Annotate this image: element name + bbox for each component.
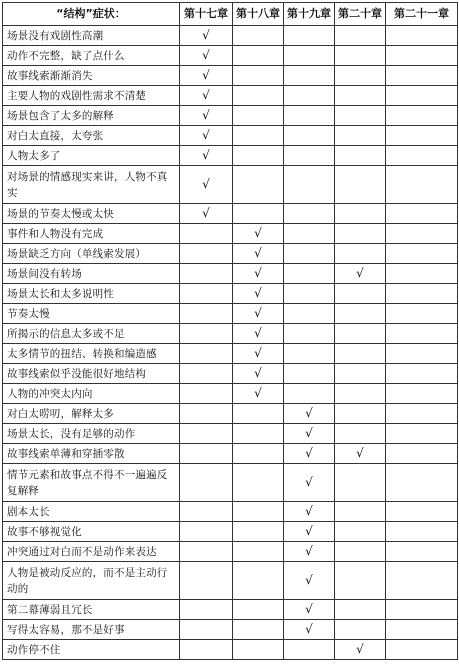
- symptom-table-container: [2, 2, 458, 660]
- table-row: [3, 324, 458, 344]
- table-row: [3, 640, 458, 660]
- symptom-cell: 动作不完整，缺了点什么: [3, 46, 180, 66]
- chapter-21-cell: [386, 26, 458, 46]
- chapter-20-cell: [335, 204, 386, 224]
- chapter-19-cell: [284, 444, 335, 464]
- check-mark-icon: √: [254, 386, 262, 400]
- chapter-17-cell: [180, 224, 233, 244]
- chapter-19-cell: [284, 522, 335, 542]
- symptom-cell: 太多情节的扭结、转换和编造感: [3, 344, 180, 364]
- chapter-21-cell: [386, 324, 458, 344]
- check-mark-icon: √: [254, 326, 262, 340]
- symptom-column-header: “结构”症状：: [3, 3, 180, 26]
- chapter-18-cell: [233, 86, 284, 106]
- chapter-17-cell: [180, 424, 233, 444]
- chapter-18-cell: [233, 364, 284, 384]
- chapter-20-cell: [335, 464, 386, 502]
- table-row: [3, 384, 458, 404]
- chapter-17-cell: [180, 166, 233, 204]
- check-mark-icon: √: [254, 226, 262, 240]
- table-row: [3, 424, 458, 444]
- chapter-18-cell: [233, 404, 284, 424]
- chapter-20-cell: [335, 86, 386, 106]
- chapter-19-cell: [284, 562, 335, 600]
- symptom-cell: 故事线索渐渐消失: [3, 66, 180, 86]
- chapter-header-18: 第十八章: [233, 3, 284, 26]
- chapter-20-cell: [335, 224, 386, 244]
- chapter-18-cell: [233, 264, 284, 284]
- check-mark-icon: √: [305, 406, 313, 420]
- chapter-21-cell: [386, 244, 458, 264]
- chapter-19-cell: [284, 384, 335, 404]
- chapter-21-cell: [386, 284, 458, 304]
- chapter-20-cell: [335, 404, 386, 424]
- chapter-21-cell: [386, 106, 458, 126]
- chapter-18-cell: [233, 46, 284, 66]
- chapter-21-cell: [386, 146, 458, 166]
- chapter-21-cell: [386, 364, 458, 384]
- chapter-20-cell: [335, 46, 386, 66]
- table-row: [3, 542, 458, 562]
- chapter-19-cell: [284, 204, 335, 224]
- check-mark-icon: √: [254, 366, 262, 380]
- chapter-21-cell: [386, 424, 458, 444]
- chapter-19-cell: [284, 324, 335, 344]
- chapter-21-cell: [386, 444, 458, 464]
- chapter-21-cell: [386, 542, 458, 562]
- symptom-cell: 情节元素和故事点不得不一遍遍反复解释: [3, 464, 180, 502]
- check-mark-icon: √: [202, 148, 210, 162]
- chapter-21-cell: [386, 404, 458, 424]
- chapter-19-cell: [284, 284, 335, 304]
- chapter-18-cell: [233, 324, 284, 344]
- chapter-20-cell: [335, 640, 386, 660]
- table-header-row: [3, 3, 458, 26]
- chapter-21-cell: [386, 344, 458, 364]
- chapter-19-cell: [284, 502, 335, 522]
- table-row: [3, 166, 458, 204]
- chapter-18-cell: [233, 244, 284, 264]
- chapter-20-cell: [335, 364, 386, 384]
- symptom-cell: 故事不够视觉化: [3, 522, 180, 542]
- chapter-21-cell: [386, 264, 458, 284]
- check-mark-icon: √: [305, 426, 313, 440]
- check-mark-icon: √: [202, 177, 210, 191]
- chapter-21-cell: [386, 464, 458, 502]
- chapter-18-cell: [233, 502, 284, 522]
- chapter-19-cell: [284, 106, 335, 126]
- chapter-21-cell: [386, 86, 458, 106]
- check-mark-icon: √: [356, 266, 364, 280]
- check-mark-icon: √: [305, 524, 313, 538]
- symptom-cell: 故事线索似乎没能很好地结构: [3, 364, 180, 384]
- chapter-17-cell: [180, 404, 233, 424]
- chapter-header-20: 第二十章: [335, 3, 386, 26]
- chapter-20-cell: [335, 126, 386, 146]
- chapter-17-cell: [180, 324, 233, 344]
- check-mark-icon: √: [305, 446, 313, 460]
- chapter-19-cell: [284, 146, 335, 166]
- chapter-20-cell: [335, 600, 386, 620]
- check-mark-icon: √: [305, 544, 313, 558]
- table-row: [3, 264, 458, 284]
- symptom-cell: 动作停不住: [3, 640, 180, 660]
- check-mark-icon: √: [305, 573, 313, 587]
- table-row: [3, 26, 458, 46]
- table-row: [3, 146, 458, 166]
- chapter-17-cell: [180, 46, 233, 66]
- chapter-17-cell: [180, 66, 233, 86]
- chapter-20-cell: [335, 106, 386, 126]
- chapter-19-cell: [284, 46, 335, 66]
- chapter-20-cell: [335, 444, 386, 464]
- chapter-18-cell: [233, 284, 284, 304]
- chapter-17-cell: [180, 146, 233, 166]
- chapter-17-cell: [180, 542, 233, 562]
- chapter-18-cell: [233, 166, 284, 204]
- chapter-20-cell: [335, 166, 386, 204]
- table-row: [3, 66, 458, 86]
- chapter-19-cell: [284, 464, 335, 502]
- check-mark-icon: √: [202, 108, 210, 122]
- check-mark-icon: √: [202, 88, 210, 102]
- chapter-19-cell: [284, 424, 335, 444]
- chapter-21-cell: [386, 66, 458, 86]
- check-mark-icon: √: [254, 306, 262, 320]
- check-mark-icon: √: [356, 446, 364, 460]
- check-mark-icon: √: [305, 622, 313, 636]
- chapter-19-cell: [284, 620, 335, 640]
- chapter-18-cell: [233, 66, 284, 86]
- symptom-cell: 场景没有戏剧性高潮: [3, 26, 180, 46]
- chapter-18-cell: [233, 464, 284, 502]
- check-mark-icon: √: [254, 286, 262, 300]
- symptom-cell: 主要人物的戏剧性需求不清楚: [3, 86, 180, 106]
- chapter-18-cell: [233, 444, 284, 464]
- chapter-17-cell: [180, 264, 233, 284]
- chapter-17-cell: [180, 26, 233, 46]
- chapter-18-cell: [233, 620, 284, 640]
- chapter-17-cell: [180, 244, 233, 264]
- chapter-17-cell: [180, 600, 233, 620]
- chapter-17-cell: [180, 106, 233, 126]
- chapter-21-cell: [386, 126, 458, 146]
- chapter-17-cell: [180, 126, 233, 146]
- chapter-21-cell: [386, 204, 458, 224]
- symptom-cell: 事件和人物没有完成: [3, 224, 180, 244]
- check-mark-icon: √: [202, 48, 210, 62]
- chapter-19-cell: [284, 264, 335, 284]
- table-row: [3, 224, 458, 244]
- chapter-17-cell: [180, 502, 233, 522]
- chapter-17-cell: [180, 344, 233, 364]
- chapter-20-cell: [335, 244, 386, 264]
- chapter-header-17: 第十七章: [180, 3, 233, 26]
- chapter-20-cell: [335, 542, 386, 562]
- symptom-cell: 场景太长，没有足够的动作: [3, 424, 180, 444]
- check-mark-icon: √: [254, 346, 262, 360]
- check-mark-icon: √: [254, 246, 262, 260]
- chapter-20-cell: [335, 26, 386, 46]
- symptom-cell: 所揭示的信息太多或不足: [3, 324, 180, 344]
- chapter-18-cell: [233, 600, 284, 620]
- chapter-19-cell: [284, 600, 335, 620]
- chapter-17-cell: [180, 384, 233, 404]
- table-row: [3, 522, 458, 542]
- symptom-cell: 场景缺乏方向（单线索发展）: [3, 244, 180, 264]
- chapter-18-cell: [233, 522, 284, 542]
- chapter-21-cell: [386, 166, 458, 204]
- table-row: [3, 284, 458, 304]
- check-mark-icon: √: [305, 504, 313, 518]
- chapter-20-cell: [335, 324, 386, 344]
- chapter-17-cell: [180, 444, 233, 464]
- symptom-cell: 对场景的情感现实来讲，人物不真实: [3, 166, 180, 204]
- table-row: [3, 364, 458, 384]
- table-row: [3, 464, 458, 502]
- chapter-21-cell: [386, 46, 458, 66]
- chapter-20-cell: [335, 562, 386, 600]
- table-row: [3, 444, 458, 464]
- chapter-18-cell: [233, 562, 284, 600]
- chapter-20-cell: [335, 522, 386, 542]
- chapter-19-cell: [284, 542, 335, 562]
- chapter-21-cell: [386, 600, 458, 620]
- chapter-19-cell: [284, 404, 335, 424]
- chapter-17-cell: [180, 284, 233, 304]
- chapter-18-cell: [233, 542, 284, 562]
- symptom-cell: 冲突通过对白而不是动作来表达: [3, 542, 180, 562]
- chapter-header-21: 第二十一章: [386, 3, 458, 26]
- symptom-chapter-table: [2, 2, 458, 660]
- chapter-18-cell: [233, 126, 284, 146]
- table-row: [3, 620, 458, 640]
- chapter-19-cell: [284, 344, 335, 364]
- chapter-18-cell: [233, 146, 284, 166]
- chapter-17-cell: [180, 620, 233, 640]
- table-row: [3, 126, 458, 146]
- table-row: [3, 106, 458, 126]
- chapter-21-cell: [386, 502, 458, 522]
- chapter-19-cell: [284, 244, 335, 264]
- chapter-19-cell: [284, 26, 335, 46]
- chapter-20-cell: [335, 66, 386, 86]
- check-mark-icon: √: [254, 266, 262, 280]
- chapter-19-cell: [284, 224, 335, 244]
- chapter-20-cell: [335, 620, 386, 640]
- chapter-17-cell: [180, 464, 233, 502]
- chapter-21-cell: [386, 224, 458, 244]
- chapter-20-cell: [335, 424, 386, 444]
- check-mark-icon: √: [305, 475, 313, 489]
- chapter-19-cell: [284, 304, 335, 324]
- chapter-17-cell: [180, 522, 233, 542]
- chapter-18-cell: [233, 344, 284, 364]
- check-mark-icon: √: [202, 68, 210, 82]
- chapter-19-cell: [284, 126, 335, 146]
- table-row: [3, 404, 458, 424]
- symptom-cell: 人物是被动反应的，而不是主动行动的: [3, 562, 180, 600]
- table-row: [3, 86, 458, 106]
- chapter-21-cell: [386, 562, 458, 600]
- check-mark-icon: √: [305, 602, 313, 616]
- chapter-21-cell: [386, 620, 458, 640]
- chapter-17-cell: [180, 304, 233, 324]
- symptom-cell: 剧本太长: [3, 502, 180, 522]
- chapter-20-cell: [335, 502, 386, 522]
- table-row: [3, 304, 458, 324]
- table-row: [3, 244, 458, 264]
- symptom-cell: 场景的节奏太慢或太快: [3, 204, 180, 224]
- check-mark-icon: √: [202, 28, 210, 42]
- chapter-18-cell: [233, 106, 284, 126]
- chapter-18-cell: [233, 204, 284, 224]
- chapter-20-cell: [335, 264, 386, 284]
- symptom-cell: 场景间没有转场: [3, 264, 180, 284]
- chapter-18-cell: [233, 26, 284, 46]
- chapter-20-cell: [335, 384, 386, 404]
- chapter-17-cell: [180, 204, 233, 224]
- chapter-19-cell: [284, 86, 335, 106]
- table-row: [3, 344, 458, 364]
- chapter-18-cell: [233, 384, 284, 404]
- chapter-19-cell: [284, 66, 335, 86]
- chapter-17-cell: [180, 562, 233, 600]
- chapter-17-cell: [180, 86, 233, 106]
- symptom-cell: 场景包含了太多的解释: [3, 106, 180, 126]
- chapter-header-19: 第十九章: [284, 3, 335, 26]
- chapter-18-cell: [233, 640, 284, 660]
- chapter-19-cell: [284, 640, 335, 660]
- table-row: [3, 562, 458, 600]
- chapter-21-cell: [386, 640, 458, 660]
- chapter-18-cell: [233, 224, 284, 244]
- symptom-cell: 对白太唠叨，解释太多: [3, 404, 180, 424]
- table-row: [3, 502, 458, 522]
- chapter-20-cell: [335, 284, 386, 304]
- symptom-cell: 第二幕薄弱且冗长: [3, 600, 180, 620]
- chapter-21-cell: [386, 522, 458, 542]
- chapter-17-cell: [180, 364, 233, 384]
- chapter-21-cell: [386, 304, 458, 324]
- chapter-20-cell: [335, 304, 386, 324]
- chapter-17-cell: [180, 640, 233, 660]
- chapter-21-cell: [386, 384, 458, 404]
- symptom-cell: 人物的冲突太内向: [3, 384, 180, 404]
- table-row: [3, 204, 458, 224]
- symptom-cell: 节奏太慢: [3, 304, 180, 324]
- symptom-cell: 故事线索单薄和穿插零散: [3, 444, 180, 464]
- table-row: [3, 46, 458, 66]
- chapter-20-cell: [335, 344, 386, 364]
- check-mark-icon: √: [202, 206, 210, 220]
- check-mark-icon: √: [356, 642, 364, 656]
- chapter-18-cell: [233, 304, 284, 324]
- chapter-18-cell: [233, 424, 284, 444]
- symptom-cell: 场景太长和太多说明性: [3, 284, 180, 304]
- check-mark-icon: √: [202, 128, 210, 142]
- table-row: [3, 600, 458, 620]
- symptom-cell: 写得太容易，那不是好事: [3, 620, 180, 640]
- chapter-19-cell: [284, 364, 335, 384]
- chapter-20-cell: [335, 146, 386, 166]
- symptom-cell: 人物太多了: [3, 146, 180, 166]
- symptom-cell: 对白太直接，太夸张: [3, 126, 180, 146]
- chapter-19-cell: [284, 166, 335, 204]
- table-body: [3, 26, 458, 660]
